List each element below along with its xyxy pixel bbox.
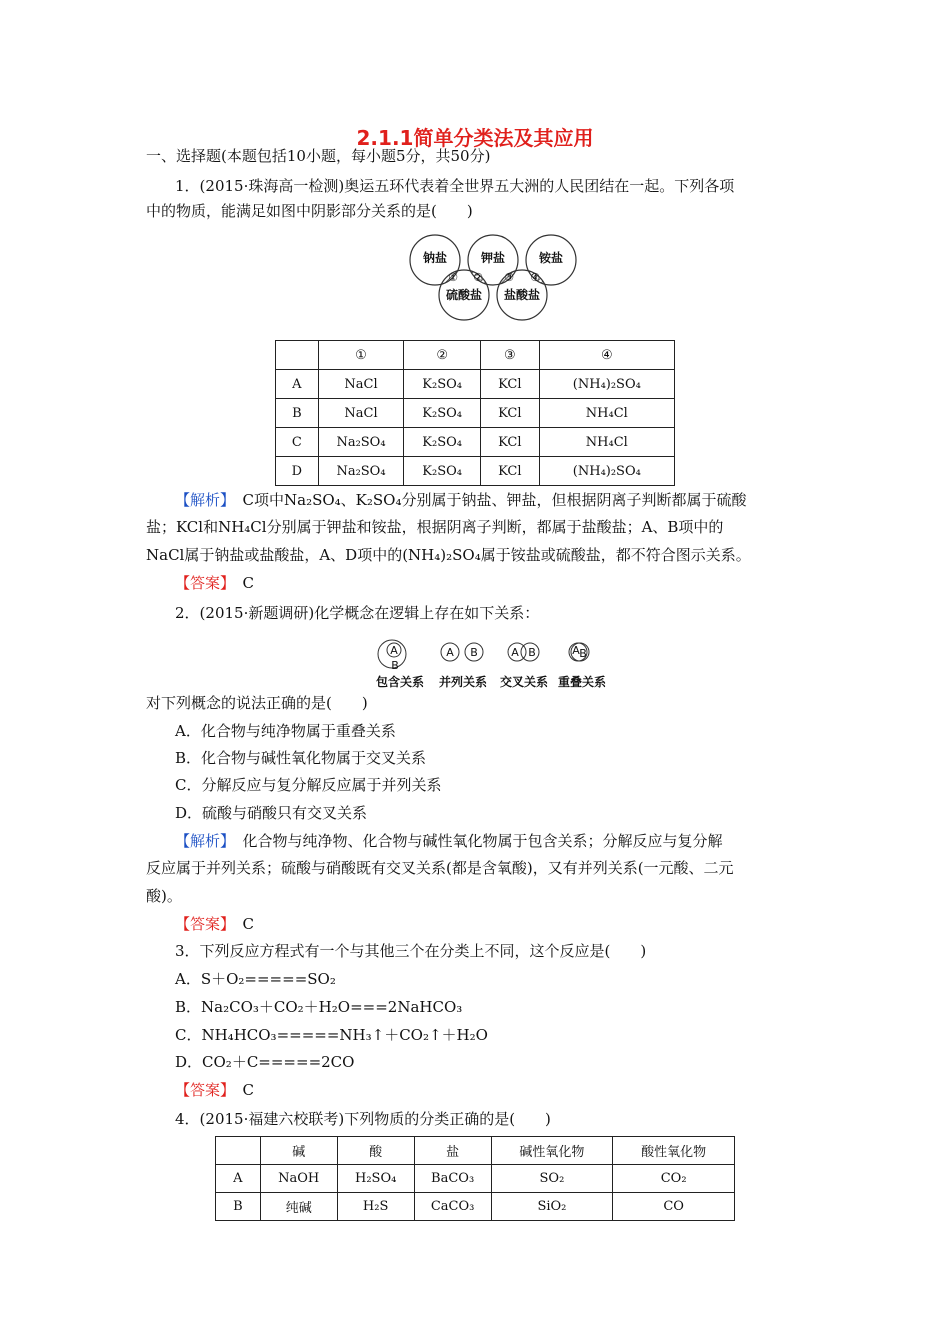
table-header-row (276, 341, 675, 370)
q1-analysis-tag: 【解析】 (175, 491, 228, 509)
table-cell: SO₂ (491, 1165, 613, 1193)
circle-letter-b: B (579, 647, 587, 660)
ring-region-mark: ② (473, 271, 483, 284)
q3-answer-line (175, 1079, 254, 1101)
q2-answer: C (242, 915, 255, 933)
table-cell: H₂SO₄ (337, 1165, 414, 1193)
ring-region-mark: ④ (530, 271, 540, 284)
q2-option-b: B．化合物与碱性氧化物属于交叉关系 (175, 749, 427, 767)
table-cell: NaOH (260, 1165, 337, 1193)
table-cell: H₂S (337, 1193, 414, 1221)
q2-stem: 2．(2015·新题调研)化学概念在逻辑上存在如下关系： (175, 604, 540, 622)
table-cell: K₂SO₄ (404, 428, 481, 457)
olympic-rings-diagram (405, 232, 585, 322)
circle-letter-a: A (390, 644, 398, 657)
table-header-cell: 盐 (414, 1137, 491, 1165)
table-cell: KCl (480, 428, 539, 457)
table-row (216, 1165, 735, 1193)
table-cell: BaCO₃ (414, 1165, 491, 1193)
table-cell: CO (613, 1193, 735, 1221)
q1-stem-line1: 1．(2015·珠海高一检测)奥运五环代表着全世界五大洲的人民团结在一起。下列各项 (175, 177, 735, 195)
ring-label: 盐酸盐 (503, 288, 541, 302)
q2-analysis-line2: 反应属于并列关系；硫酸与硝酸既有交叉关系(都是含氧酸)，又有并列关系(一元酸、二元 (146, 859, 734, 877)
circle-letter-a: A (446, 646, 454, 659)
table-row (276, 428, 675, 457)
concept-relation-diagram (370, 634, 615, 694)
table-row (216, 1193, 735, 1221)
q2-question: 对下列概念的说法正确的是( ) (146, 694, 368, 712)
table-cell: SiO₂ (491, 1193, 613, 1221)
table-cell: K₂SO₄ (404, 399, 481, 428)
q1-analysis-line2: 盐；KCl和NH₄Cl分别属于钾盐和铵盐，根据阴离子判断，都属于盐酸盐；A、B项中的 (146, 518, 724, 536)
table-cell: KCl (480, 399, 539, 428)
q2-answer-line (175, 913, 254, 935)
table-cell: B (216, 1193, 261, 1221)
q3-stem: 3．下列反应方程式有一个与其他三个在分类上不同，这个反应是( ) (175, 942, 647, 960)
relation-label: 交叉关系 (499, 675, 549, 689)
circle-letter-a: A (511, 646, 519, 659)
table-header-cell: 酸 (337, 1137, 414, 1165)
table-header-cell: ① (318, 341, 404, 370)
q2-analysis-line1 (175, 830, 723, 852)
q1-answer-line (175, 572, 254, 594)
table-cell: A (276, 370, 319, 399)
table-cell: C (276, 428, 319, 457)
relation-label: 并列关系 (438, 675, 488, 689)
table-cell: CaCO₃ (414, 1193, 491, 1221)
table-cell: NaCl (318, 399, 404, 428)
q2-answer-tag: 【答案】 (175, 915, 228, 933)
q1-options-table (275, 340, 675, 486)
table-row (276, 457, 675, 486)
table-header-cell (276, 341, 319, 370)
q1-analysis-line1 (175, 489, 746, 511)
table-header-cell: 酸性氧化物 (613, 1137, 735, 1165)
page-title: 2.1.1简单分类法及其应用 (356, 126, 594, 150)
table-cell: B (276, 399, 319, 428)
table-cell: (NH₄)₂SO₄ (539, 457, 674, 486)
relation-label: 包含关系 (375, 675, 425, 689)
section-heading: 一、选择题(本题包括10小题，每小题5分，共50分) (146, 147, 491, 165)
table-header-cell: 碱性氧化物 (491, 1137, 613, 1165)
table-cell: D (276, 457, 319, 486)
q4-options-table (215, 1136, 735, 1221)
table-row (276, 399, 675, 428)
circle-letter-b: B (391, 659, 399, 672)
table-header-cell: ④ (539, 341, 674, 370)
q2-option-a: A．化合物与纯净物属于重叠关系 (175, 722, 396, 740)
q3-option-a: A．S＋O₂=====SO₂ (175, 970, 336, 988)
q1-analysis-text1: C项中Na₂SO₄、K₂SO₄分别属于钠盐、钾盐，但根据阴离子判断都属于硫酸 (242, 491, 747, 509)
ring-label: 铵盐 (538, 251, 564, 265)
q2-analysis-tag: 【解析】 (175, 832, 228, 850)
q2-option-d: D．硫酸与硝酸只有交叉关系 (175, 804, 368, 822)
ring-label: 硫酸盐 (445, 288, 483, 302)
table-cell: KCl (480, 457, 539, 486)
table-cell: K₂SO₄ (404, 457, 481, 486)
q2-analysis-text1: 化合物与纯净物、化合物与碱性氧化物属于包含关系；分解反应与复分解 (242, 832, 723, 850)
table-row (276, 370, 675, 399)
q1-answer-tag: 【答案】 (175, 574, 228, 592)
circle-letter-a: A (572, 644, 580, 657)
ring-region-mark: ① (448, 271, 458, 284)
table-cell: CO₂ (613, 1165, 735, 1193)
circle-letter-b: B (470, 646, 478, 659)
ring-region-mark: ③ (504, 271, 514, 284)
q3-answer: C (242, 1081, 255, 1099)
table-cell: (NH₄)₂SO₄ (539, 370, 674, 399)
q2-option-c: C．分解反应与复分解反应属于并列关系 (175, 776, 442, 794)
table-header-cell: ③ (480, 341, 539, 370)
table-cell: Na₂SO₄ (318, 428, 404, 457)
table-cell: KCl (480, 370, 539, 399)
table-header-cell: 碱 (260, 1137, 337, 1165)
table-cell: K₂SO₄ (404, 370, 481, 399)
relation-label: 重叠关系 (557, 675, 607, 689)
table-header-row (216, 1137, 735, 1165)
q3-answer-tag: 【答案】 (175, 1081, 228, 1099)
q4-stem: 4．(2015·福建六校联考)下列物质的分类正确的是( ) (175, 1110, 551, 1128)
circle-letter-b: B (528, 646, 536, 659)
q1-analysis-line3: NaCl属于钠盐或盐酸盐，A、D项中的(NH₄)₂SO₄属于铵盐或硫酸盐，都不符合图示关系。 (146, 546, 751, 564)
table-cell: Na₂SO₄ (318, 457, 404, 486)
table-header-cell: ② (404, 341, 481, 370)
q1-stem-line2: 中的物质，能满足如图中阴影部分关系的是( ) (146, 202, 473, 220)
q3-option-b: B．Na₂CO₃＋CO₂＋H₂O===2NaHCO₃ (175, 998, 463, 1016)
q2-analysis-line3: 酸)。 (146, 887, 182, 905)
q3-option-c: C．NH₄HCO₃=====NH₃↑＋CO₂↑＋H₂O (175, 1026, 488, 1044)
ring-label: 钠盐 (422, 251, 448, 265)
table-cell: NaCl (318, 370, 404, 399)
table-cell: A (216, 1165, 261, 1193)
ring-label: 钾盐 (480, 251, 506, 265)
table-cell: NH₄Cl (539, 428, 674, 457)
table-cell: NH₄Cl (539, 399, 674, 428)
table-cell: 纯碱 (260, 1193, 337, 1221)
q1-answer: C (242, 574, 255, 592)
table-header-cell (216, 1137, 261, 1165)
q3-option-d: D．CO₂＋C=====2CO (175, 1053, 355, 1071)
